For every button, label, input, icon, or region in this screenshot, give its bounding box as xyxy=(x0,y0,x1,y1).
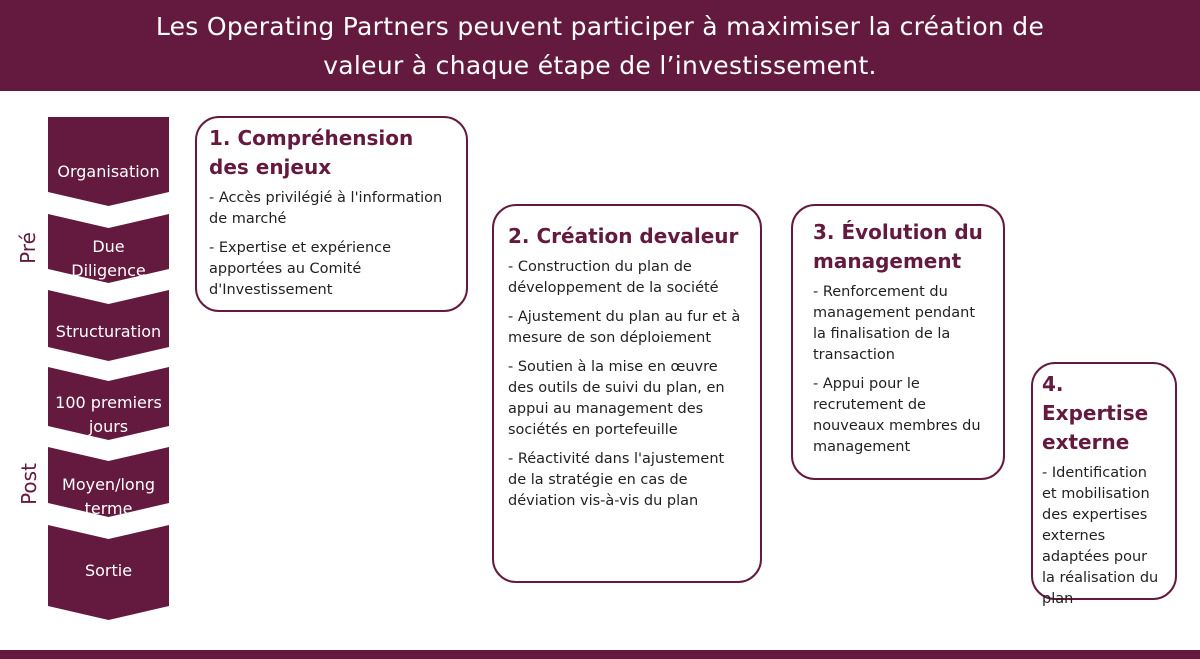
card-item-line: - Appui pour le xyxy=(813,376,920,392)
stage-label-line: Diligence xyxy=(71,261,146,280)
card-3 xyxy=(791,204,1005,480)
card-item-line: management pendant xyxy=(813,305,976,321)
card-4 xyxy=(1031,362,1177,607)
card-item-line: la réalisation du xyxy=(1042,570,1159,586)
card-title-line: externe xyxy=(1042,430,1130,454)
card-item-line: appui au management des xyxy=(508,401,704,417)
card-title xyxy=(508,222,750,251)
header-title-line-2: valeur à chaque étape de l’investissement. xyxy=(323,50,877,80)
card-item-line: - Ajustement du plan au fur et à xyxy=(508,309,741,325)
card-1 xyxy=(195,116,468,312)
stage-label-line: Moyen/long xyxy=(62,475,155,494)
stage-label-4 xyxy=(48,391,169,439)
stage-label-line: Sortie xyxy=(84,561,133,580)
card-item-line: - Identification xyxy=(1042,465,1147,481)
stage-label-line: 100 premiers xyxy=(55,393,162,412)
card-item-line: la finalisation de la xyxy=(813,326,951,342)
card-item-line: - Soutien à la mise en œuvre xyxy=(508,359,718,375)
stage-label-5 xyxy=(48,473,169,521)
card-item-line: de la stratégie en cas de xyxy=(508,472,688,488)
stage-label-line: Organisation xyxy=(57,162,160,181)
phase-label-post: Post xyxy=(16,463,41,505)
stage-label-line: Due xyxy=(92,237,125,256)
stage-label-1 xyxy=(48,160,169,184)
card-item-line: de marché xyxy=(209,211,287,227)
stage-label-line: terme xyxy=(84,499,133,518)
card-title-line: 3. Évolution du xyxy=(813,220,983,244)
stage-label-6 xyxy=(48,559,169,583)
card-item-line: apportées au Comité xyxy=(209,261,362,277)
stage-label-line: Structuration xyxy=(55,322,162,341)
card-item-line: externes xyxy=(1042,528,1106,544)
card-item-line: - Expertise et expérience xyxy=(209,240,392,256)
card-item-line: des outils de suivi du plan, en xyxy=(508,380,725,396)
card-item xyxy=(813,282,993,366)
stage-label-2 xyxy=(48,235,169,283)
card-2 xyxy=(492,204,762,583)
card-item xyxy=(508,449,750,512)
card-item-line: déviation vis-à-vis du plan xyxy=(508,493,699,509)
card-item-line: - Accès privilégié à l'information xyxy=(209,190,443,206)
card-item-line: développement de la société xyxy=(508,280,719,296)
card-item xyxy=(209,238,456,301)
card-item-line: nouveaux membres du xyxy=(813,418,981,434)
card-item-line: - Réactivité dans l'ajustement xyxy=(508,451,725,467)
card-title-line: 1. Compréhension xyxy=(209,126,414,150)
card-title-line: des enjeux xyxy=(209,155,332,179)
card-item xyxy=(813,374,993,458)
card-item-line: transaction xyxy=(813,347,895,363)
phase-label-pre: Pré xyxy=(15,232,40,264)
card-item-line: mesure de son déploiement xyxy=(508,330,712,346)
card-item-line: et mobilisation xyxy=(1042,486,1150,502)
card-item-line: management xyxy=(813,439,911,455)
card-title-line: 4. Expertise xyxy=(1042,372,1149,425)
card-item xyxy=(508,307,750,349)
card-title xyxy=(1042,370,1167,457)
card-item-line: sociétés en portefeuille xyxy=(508,422,678,438)
header-title-line-1: Les Operating Partners peuvent participer à maximiser la création de xyxy=(155,11,1045,41)
card-item xyxy=(209,188,456,230)
card-title xyxy=(813,218,993,276)
card-title-line: management xyxy=(813,249,962,273)
card-item-line: d'Investissement xyxy=(209,282,333,298)
card-item xyxy=(508,357,750,441)
card-item-line: adaptées pour xyxy=(1042,549,1148,565)
card-item-line: - Renforcement du xyxy=(813,284,948,300)
card-item-line: plan xyxy=(1042,591,1074,607)
card-item-line: recrutement de xyxy=(813,397,926,413)
card-title-line: 2. Création devaleur xyxy=(508,224,739,248)
card-item xyxy=(508,257,750,299)
card-title xyxy=(209,124,456,182)
card-item-line: des expertises xyxy=(1042,507,1148,523)
card-item xyxy=(1042,463,1167,610)
footer-bar xyxy=(0,650,1200,659)
card-item-line: - Construction du plan de xyxy=(508,259,692,275)
stage-label-line: jours xyxy=(88,417,129,436)
stage-label-3 xyxy=(48,320,169,344)
